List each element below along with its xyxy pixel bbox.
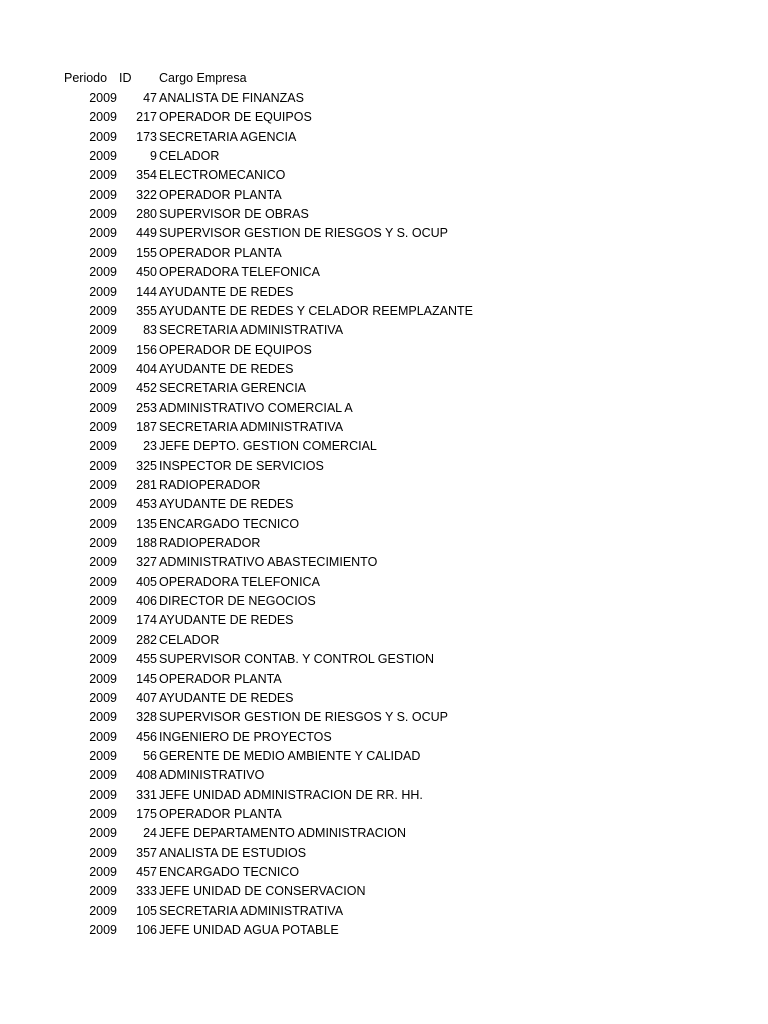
cell-id: 450 [136, 265, 157, 280]
table-row [0, 921, 768, 940]
cell-id: 281 [136, 478, 157, 492]
cell-cargo-empresa: ELECTROMECANICO [159, 168, 286, 183]
cell-id: 145 [136, 671, 157, 686]
table-row [0, 360, 768, 379]
table-row [0, 844, 768, 863]
cell-id: 455 [136, 652, 157, 667]
cell-cargo-empresa: SECRETARIA ADMINISTRATIVA [159, 323, 344, 338]
cell-id: 355 [136, 303, 157, 318]
table-row [0, 379, 768, 398]
cell-id: 354 [136, 168, 157, 183]
cell-periodo: 2009 [89, 671, 117, 686]
table-row [0, 263, 768, 282]
cell-cargo-empresa: OPERADORA TELEFONICA [159, 574, 320, 589]
table-row [0, 824, 768, 843]
cell-id: 155 [136, 245, 157, 260]
table-row [0, 515, 768, 534]
cell-periodo: 2009 [89, 226, 117, 241]
cell-cargo-empresa: SECRETARIA ADMINISTRATIVA [159, 419, 344, 434]
cell-periodo: 2009 [89, 303, 117, 318]
table-row [0, 495, 768, 514]
table-row [0, 650, 768, 669]
cell-periodo: 2009 [89, 168, 117, 183]
cell-cargo-empresa: OPERADOR PLANTA [159, 806, 282, 821]
table-row [0, 786, 768, 805]
cell-cargo-empresa: DIRECTOR DE NEGOCIOS [159, 594, 316, 609]
cell-cargo-empresa: AYUDANTE DE REDES Y CELADOR REEMPLAZANTE [159, 303, 473, 318]
cell-cargo-empresa: SECRETARIA AGENCIA [159, 129, 297, 144]
cell-cargo-empresa: INGENIERO DE PROYECTOS [159, 729, 332, 744]
cell-periodo: 2009 [89, 632, 117, 647]
cell-cargo-empresa: AYUDANTE DE REDES [159, 613, 294, 628]
cell-id: 327 [136, 555, 157, 570]
cell-cargo-empresa: OPERADOR DE EQUIPOS [159, 110, 312, 125]
table-row [0, 147, 768, 166]
table-row [0, 399, 768, 418]
table-row [0, 283, 768, 302]
cell-periodo: 2009 [89, 806, 117, 821]
table-row [0, 437, 768, 456]
cell-cargo-empresa: JEFE UNIDAD ADMINISTRACION DE RR. HH. [159, 787, 423, 802]
cell-periodo: 2009 [89, 594, 117, 609]
table-row [0, 244, 768, 263]
cell-cargo-empresa: AYUDANTE DE REDES [159, 497, 294, 512]
cell-periodo: 2009 [89, 884, 117, 899]
cell-cargo-empresa: SUPERVISOR CONTAB. Y CONTROL GESTION [159, 652, 435, 667]
table-row [0, 611, 768, 630]
table-row [0, 224, 768, 243]
cell-periodo: 2009 [89, 342, 117, 357]
cell-cargo-empresa: CELADOR [159, 149, 220, 164]
cell-periodo: 2009 [89, 536, 117, 551]
cell-periodo: 2009 [89, 845, 117, 860]
cell-periodo: 2009 [89, 129, 117, 144]
cell-cargo-empresa: ADMINISTRATIVO ABASTECIMIENTO [159, 555, 378, 570]
table-row [0, 553, 768, 572]
cell-cargo-empresa: INSPECTOR DE SERVICIOS [159, 458, 324, 473]
cell-cargo-empresa: ADMINISTRATIVO COMERCIAL A [159, 400, 353, 415]
cell-cargo-empresa: SUPERVISOR DE OBRAS [159, 207, 309, 222]
table-row [0, 128, 768, 147]
cell-cargo-empresa: RADIOPERADOR [159, 478, 261, 492]
cell-periodo: 2009 [89, 555, 117, 570]
cell-cargo-empresa: JEFE UNIDAD DE CONSERVACION [159, 884, 366, 899]
cell-cargo-empresa: SUPERVISOR GESTION DE RIESGOS Y S. OCUP [159, 710, 448, 725]
cell-cargo-empresa: JEFE UNIDAD AGUA POTABLE [159, 923, 339, 938]
cell-id: 83 [143, 323, 157, 338]
table-row [0, 766, 768, 785]
table-row [0, 805, 768, 824]
table-row [0, 205, 768, 224]
cell-id: 156 [136, 342, 157, 357]
cell-cargo-empresa: AYUDANTE DE REDES [159, 361, 294, 376]
cell-periodo: 2009 [89, 265, 117, 280]
cell-periodo: 2009 [89, 923, 117, 938]
cell-cargo-empresa: OPERADORA TELEFONICA [159, 265, 320, 280]
cell-cargo-empresa: SECRETARIA ADMINISTRATIVA [159, 903, 344, 918]
cell-periodo: 2009 [89, 187, 117, 202]
cell-cargo-empresa: GERENTE DE MEDIO AMBIENTE Y CALIDAD [159, 748, 421, 763]
cell-cargo-empresa: SECRETARIA GERENCIA [159, 381, 307, 396]
cell-periodo: 2009 [89, 690, 117, 705]
cell-id: 331 [136, 787, 157, 802]
table-row [0, 321, 768, 340]
cell-id: 217 [136, 110, 157, 125]
cell-cargo-empresa: OPERADOR PLANTA [159, 245, 282, 260]
cell-id: 449 [136, 226, 157, 241]
cell-id: 408 [136, 768, 157, 783]
cell-id: 406 [136, 594, 157, 609]
cell-id: 328 [136, 710, 157, 725]
cell-cargo-empresa: OPERADOR PLANTA [159, 187, 282, 202]
cell-periodo: 2009 [89, 149, 117, 164]
cell-id: 405 [136, 574, 157, 589]
cell-periodo: 2009 [89, 458, 117, 473]
cell-periodo: 2009 [89, 361, 117, 376]
cell-periodo: 2009 [89, 439, 117, 454]
cell-id: 322 [136, 187, 157, 202]
table-row [0, 108, 768, 127]
cell-periodo: 2009 [89, 91, 117, 105]
cell-periodo: 2009 [89, 729, 117, 744]
cell-id: 144 [136, 284, 157, 299]
cell-id: 47 [143, 91, 157, 105]
cell-id: 23 [143, 439, 157, 454]
table-row [0, 747, 768, 766]
table-row [0, 302, 768, 321]
cell-cargo-empresa: ANALISTA DE ESTUDIOS [159, 845, 307, 860]
cell-periodo: 2009 [89, 400, 117, 415]
table-row [0, 728, 768, 747]
cell-id: 333 [136, 884, 157, 899]
cell-id: 407 [136, 690, 157, 705]
header-id: ID [119, 71, 132, 85]
cell-periodo: 2009 [89, 381, 117, 396]
cell-id: 452 [136, 381, 157, 396]
header-row [0, 69, 768, 88]
header-periodo: Periodo [64, 71, 108, 85]
cell-id: 457 [136, 865, 157, 879]
table-row [0, 457, 768, 476]
cell-periodo: 2009 [89, 516, 117, 531]
table-row [0, 89, 768, 108]
cell-periodo: 2009 [89, 768, 117, 783]
cell-id: 106 [136, 923, 157, 938]
cell-cargo-empresa: ENCARGADO TECNICO [159, 516, 300, 531]
header-cargo-empresa: Cargo Empresa [159, 71, 247, 85]
cell-periodo: 2009 [89, 710, 117, 725]
cell-id: 56 [143, 748, 157, 763]
cell-periodo: 2009 [89, 787, 117, 802]
cell-periodo: 2009 [89, 748, 117, 763]
cell-periodo: 2009 [89, 613, 117, 628]
table-row [0, 631, 768, 650]
cell-id: 173 [136, 129, 157, 144]
table-row [0, 670, 768, 689]
cell-cargo-empresa: ADMINISTRATIVO [159, 768, 265, 783]
cell-periodo: 2009 [89, 652, 117, 667]
cell-cargo-empresa: ENCARGADO TECNICO [159, 865, 300, 879]
cell-id: 174 [136, 613, 157, 628]
cell-id: 135 [136, 516, 157, 531]
cell-cargo-empresa: JEFE DEPTO. GESTION COMERCIAL [159, 439, 377, 454]
table-row [0, 689, 768, 708]
cell-id: 453 [136, 497, 157, 512]
cell-periodo: 2009 [89, 284, 117, 299]
cell-cargo-empresa: OPERADOR DE EQUIPOS [159, 342, 312, 357]
cell-periodo: 2009 [89, 110, 117, 125]
table-row [0, 186, 768, 205]
table-row [0, 418, 768, 437]
cell-id: 187 [136, 419, 157, 434]
cell-cargo-empresa: AYUDANTE DE REDES [159, 690, 294, 705]
cell-cargo-empresa: ANALISTA DE FINANZAS [159, 91, 304, 105]
table-row [0, 592, 768, 611]
cell-id: 282 [136, 632, 157, 647]
cell-id: 456 [136, 729, 157, 744]
table-row [0, 708, 768, 727]
cell-periodo: 2009 [89, 207, 117, 222]
cell-cargo-empresa: OPERADOR PLANTA [159, 671, 282, 686]
cell-id: 24 [143, 826, 157, 841]
table-row [0, 573, 768, 592]
cell-periodo: 2009 [89, 865, 117, 879]
cell-periodo: 2009 [89, 323, 117, 338]
cell-id: 357 [136, 845, 157, 860]
table-row [0, 902, 768, 921]
cell-id: 175 [136, 806, 157, 821]
table-row [0, 341, 768, 360]
cell-periodo: 2009 [89, 826, 117, 841]
cell-id: 105 [136, 903, 157, 918]
cell-id: 325 [136, 458, 157, 473]
cell-cargo-empresa: RADIOPERADOR [159, 536, 261, 551]
cell-periodo: 2009 [89, 478, 117, 492]
cell-periodo: 2009 [89, 245, 117, 260]
cell-cargo-empresa: CELADOR [159, 632, 220, 647]
cell-cargo-empresa: AYUDANTE DE REDES [159, 284, 294, 299]
cell-id: 253 [136, 400, 157, 415]
cell-cargo-empresa: JEFE DEPARTAMENTO ADMINISTRACION [159, 826, 407, 841]
cell-cargo-empresa: SUPERVISOR GESTION DE RIESGOS Y S. OCUP [159, 226, 448, 241]
cell-id: 404 [136, 361, 157, 376]
table-row [0, 534, 768, 553]
cell-id: 9 [150, 149, 157, 164]
table-row [0, 476, 768, 495]
table-row [0, 166, 768, 185]
cell-periodo: 2009 [89, 574, 117, 589]
cell-id: 188 [136, 536, 157, 551]
cell-periodo: 2009 [89, 497, 117, 512]
cell-id: 280 [136, 207, 157, 222]
table-row [0, 863, 768, 882]
cell-periodo: 2009 [89, 903, 117, 918]
cell-periodo: 2009 [89, 419, 117, 434]
table-row [0, 882, 768, 901]
